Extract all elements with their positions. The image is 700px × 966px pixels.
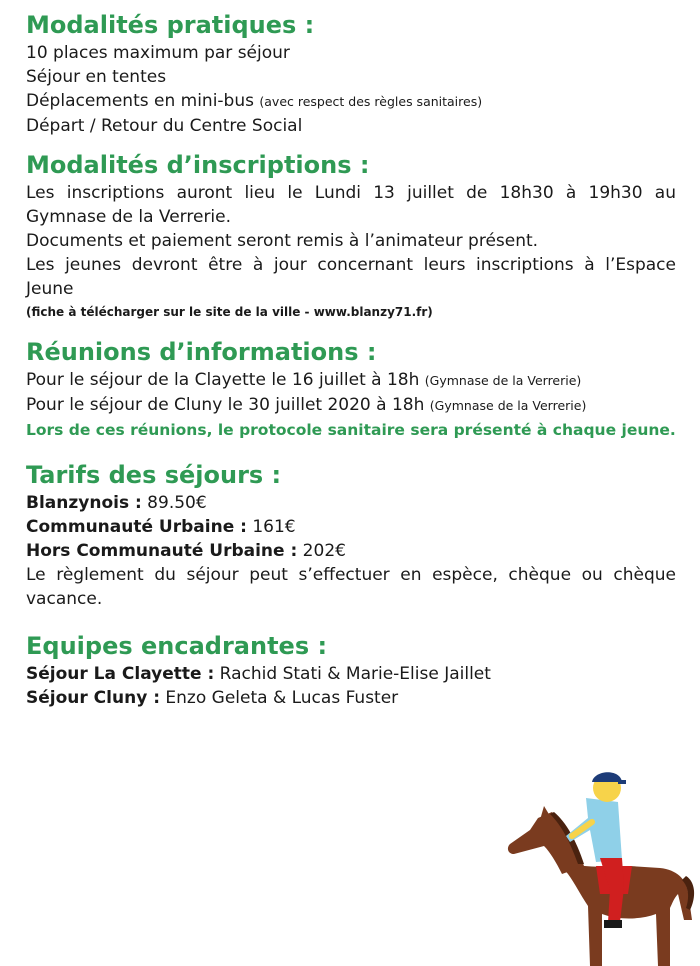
team-row [26, 686, 676, 710]
price-value: 161€ [246, 517, 296, 537]
price-label: Blanzynois : [26, 493, 142, 513]
price-label: Communauté Urbaine : [26, 517, 247, 537]
section-tarifs [26, 460, 676, 611]
info-line-transport [26, 89, 676, 114]
flyer-content [26, 10, 676, 728]
team-label: Séjour La Clayette : [26, 664, 215, 684]
meeting-text: Pour le séjour de la Clayette le 16 juillet à 18h [26, 370, 425, 390]
team-label: Séjour Cluny : [26, 688, 160, 708]
payment-note: Le règlement du séjour peut s’effectuer en espèce, chèque ou chèque vacance. [26, 565, 676, 609]
meeting-item [26, 368, 676, 393]
section-modalites-inscriptions [26, 150, 676, 323]
section-title: Tarifs des séjours : [26, 461, 282, 489]
info-line: 10 places maximum par séjour [26, 43, 290, 63]
meeting-item [26, 393, 676, 418]
meeting-location: (Gymnase de la Verrerie) [424, 373, 582, 388]
transport-text: Déplacements en mini-bus [26, 91, 260, 111]
info-line: Départ / Retour du Centre Social [26, 116, 303, 136]
price-row [26, 539, 676, 563]
price-value: 202€ [297, 541, 346, 561]
team-members: Enzo Geleta & Lucas Fuster [160, 688, 399, 708]
inscription-paragraph: Les jeunes devront être à jour concernant leurs inscriptions à l’Espace Jeune [26, 255, 676, 299]
price-label: Hors Communauté Urbaine : [26, 541, 298, 561]
section-modalites-pratiques [26, 10, 676, 138]
protocol-note: Lors de ces réunions, le protocole sanitaire sera présenté à chaque jeune. [26, 421, 676, 439]
meeting-location: (Gymnase de la Verrerie) [429, 398, 587, 413]
horse-rider-icon [500, 770, 696, 966]
section-equipes [26, 631, 676, 710]
download-note: (fiche à télécharger sur le site de la ville - www.blanzy71.fr) [26, 305, 433, 319]
section-title: Réunions d’informations : [26, 338, 377, 366]
section-title: Modalités pratiques : [26, 11, 315, 39]
price-row [26, 491, 676, 515]
section-reunions [26, 337, 676, 442]
section-title: Modalités d’inscriptions : [26, 151, 370, 179]
price-row [26, 515, 676, 539]
inscription-paragraph: Documents et paiement seront remis à l’animateur présent. [26, 231, 539, 251]
team-row [26, 662, 676, 686]
transport-note: (avec respect des règles sanitaires) [259, 94, 483, 109]
meeting-text: Pour le séjour de Cluny le 30 juillet 2020 à 18h [26, 395, 430, 415]
price-value: 89.50€ [141, 493, 207, 513]
section-title: Equipes encadrantes : [26, 632, 328, 660]
inscription-paragraph: Les inscriptions auront lieu le Lundi 13 juillet de 18h30 à 19h30 au Gymnase de la Verrerie. [26, 183, 676, 227]
team-members: Rachid Stati & Marie-Elise Jaillet [214, 664, 491, 684]
info-line: Séjour en tentes [26, 67, 167, 87]
